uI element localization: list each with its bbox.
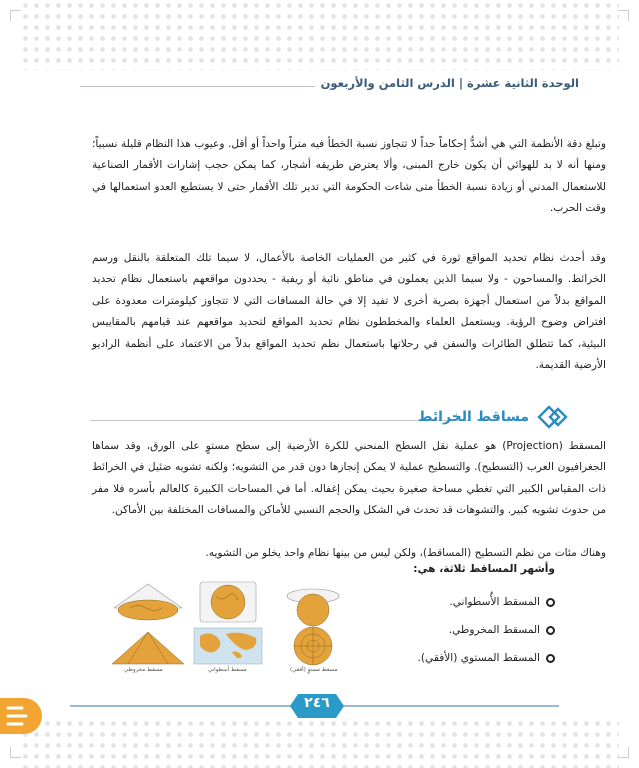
figure-caption: مسقط أسطواني — [208, 667, 247, 673]
azimuthal-projection-image — [287, 589, 339, 665]
paragraph-gps-uses — [92, 248, 606, 376]
diamond-icon — [537, 405, 571, 429]
crop-mark — [10, 747, 21, 758]
paragraph-text: وقد أحدث نظام تحديد المواقع ثورة في كثير من العمليات الخاصة بالأعمال، لا سيما تلك المتعلقة بالنقل ورسم الخرائط. والمساحون - ولا سيما الذين يعملون في مناطق نائية أو ريفية - يحددون مواقعهم باستعمال نظام تحديد المواقع بدلاً من استعمال أجهزة بصرية أخرى لا تفيد إلا في حالة المسافات التي لا تتجاوز كيلومترات معدودة على افتراض وضوح الرؤية. ويستعمل العلماء والمخططون نظام تحديد المواقع لتحديد مواقعهم عند قيامهم بالمقاييس البيئية، كما تتطلق الطائرات والسفن في رحلاتها باستعمال نظم تحديد المواقع بدلاً من الاعتماد على أنظمة الراديو الأرضية القديمة. — [92, 252, 606, 372]
bullet-icon — [546, 598, 555, 607]
paragraph-text: وهناك مئات من نظم التسطيح (المساقط)، ولكن ليس من بينها نظام واحد يخلو من التشويه. — [205, 547, 606, 559]
crop-mark — [10, 10, 21, 21]
crop-mark — [618, 10, 629, 21]
paragraph-text: وتبلغ دقة الأنظمة التي هي أشدُّ إحكاماً حداً لا تتجاوز نسبة الخطأ فيه متراً واحداً أو أقل. وعيوب هذا النظام قليلة نسبياً؛ ومنها أنه لا بد للهوائي أن يكون خارج المبنى، وألا يعترض طريقه أشجار، كما يمكن حجب إشارات الأقمار الصناعية للاستعمال المدني أو زيادة نسبة الخطأ متى شاءت الحكومة التي تدير تلك الأقمار حتى لا يستطيع العدو استعمالها في وقت الحرب. — [92, 138, 606, 215]
list-item-label: المسقط المستوي (الأفقي). — [417, 652, 540, 664]
list-item-label: المسقط الأُسطواني. — [449, 596, 540, 608]
section-rule — [90, 420, 469, 421]
paragraph-systems — [92, 543, 606, 564]
paragraph-text: المسقط (Projection) هو عملية نقل السطح المنحني للكرة الأرضية إلى سطح مستوٍ على الورق، وقد سماها الجغرافيون العرب (التسطيح). والتسطيح عملية لا يمكن إنجازها دون قدر من التشويه؛ ولكنه تشويه ضئيل في الخرائط ذات المقياس الكبير التي تغطي مساحة صغيرة بحيث يمكن إغفاله. أما في المساحات الكبيرة كالعالم بأسره فلا مفر من حدوث تشويه كبير. والتشوهات قد تحدث في الشكل والحجم النسبي للأماكن والمسافات المختلفة بين الأماكن. — [92, 440, 606, 517]
list-item-label: المسقط المخروطي. — [448, 624, 540, 636]
figure-caption: مسقط مخروطي — [124, 667, 163, 673]
publisher-logo-icon — [0, 692, 48, 740]
list-heading: وأشهر المساقط ثلاثة، هي: — [413, 563, 555, 575]
section-heading — [418, 403, 571, 431]
conic-projection-image — [112, 584, 184, 664]
crop-mark — [618, 747, 629, 758]
figure-caption: مسقط مستوٍ (أفقي) — [290, 667, 338, 673]
cylindrical-projection-image — [194, 582, 262, 664]
projection-figure — [108, 580, 380, 680]
bottom-dot-pattern — [20, 718, 619, 768]
bullet-icon — [546, 654, 555, 663]
bullet-icon — [546, 626, 555, 635]
paragraph-projection — [92, 436, 606, 522]
top-dot-pattern — [20, 0, 619, 70]
unit-lesson-title: الوحدة الثانية عشرة | الدرس الثامن والأربعون — [315, 76, 579, 90]
paragraph-accuracy — [92, 134, 606, 220]
section-title: مساقط الخرائط — [417, 409, 529, 425]
projection-illustrations — [108, 580, 380, 666]
page-number: ٢٤٦ — [304, 695, 330, 711]
